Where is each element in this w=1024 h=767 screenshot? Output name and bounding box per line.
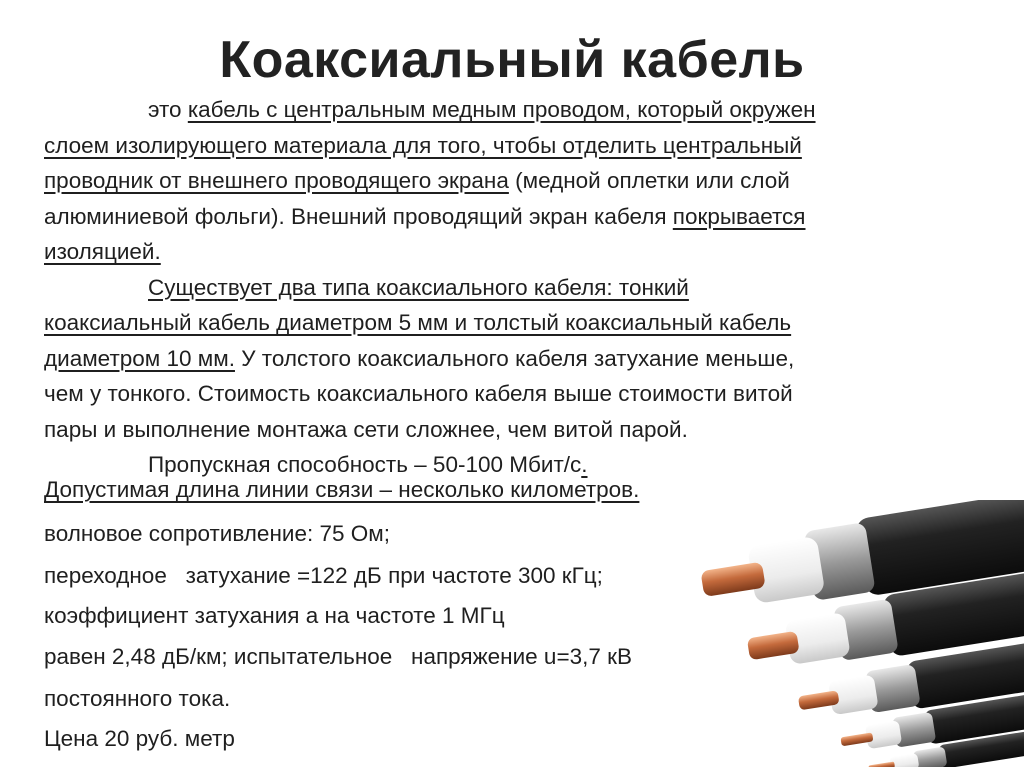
description-text: [44, 92, 944, 483]
coaxial-cables-photo: [690, 500, 1024, 767]
spec-length: Допустимая длина линии связи – несколько километров.: [44, 477, 640, 502]
slide-title: Коаксиальный кабель: [219, 31, 805, 89]
para2-line2: коаксиальный кабель диаметром 5 мм и толстый коаксиальный кабель: [44, 310, 792, 335]
para2-line1: Существует два типа коаксиального кабеля: тонкий: [148, 274, 689, 300]
spec-impedance: волновое сопротивление: 75 Ом;: [44, 521, 390, 546]
para1-line3: проводник от внешнего проводящего экрана (медной оплетки или слой: [44, 168, 790, 193]
para2-line5: пары и выполнение монтажа сети сложнее, чем витой парой.: [44, 416, 688, 442]
para2-line3: диаметром 10 мм. У толстого коаксиального кабеля затухание меньше,: [44, 345, 795, 371]
spec-price: Цена 20 руб. метр: [44, 726, 235, 751]
para1-line5: изоляцией.: [44, 239, 161, 264]
para1-line4: алюминиевой фольги). Внешний проводящий экран кабеля покрывается: [44, 203, 806, 229]
spec-attenuation-3: постоянного тока.: [44, 686, 231, 711]
spec-crosstalk: переходное затухание =122 дБ при частоте 300 кГц;: [44, 563, 603, 588]
spec-attenuation-1: коэффициент затухания а на частоте 1 МГц: [44, 603, 505, 628]
para1-line1: это кабель с центральным медным проводом, который окружен: [148, 97, 816, 122]
para3-line1: Пропускная способность – 50-100 Мбит/с.: [148, 452, 588, 477]
spec-attenuation-2: равен 2,48 дБ/км; испытательное напряжение u=3,7 кВ: [44, 644, 632, 669]
para1-line2: слоем изолирующего материала для того, чтобы отделить центральный: [44, 132, 802, 158]
para2-line4: чем у тонкого. Стоимость коаксиального кабеля выше стоимости витой: [44, 381, 793, 406]
